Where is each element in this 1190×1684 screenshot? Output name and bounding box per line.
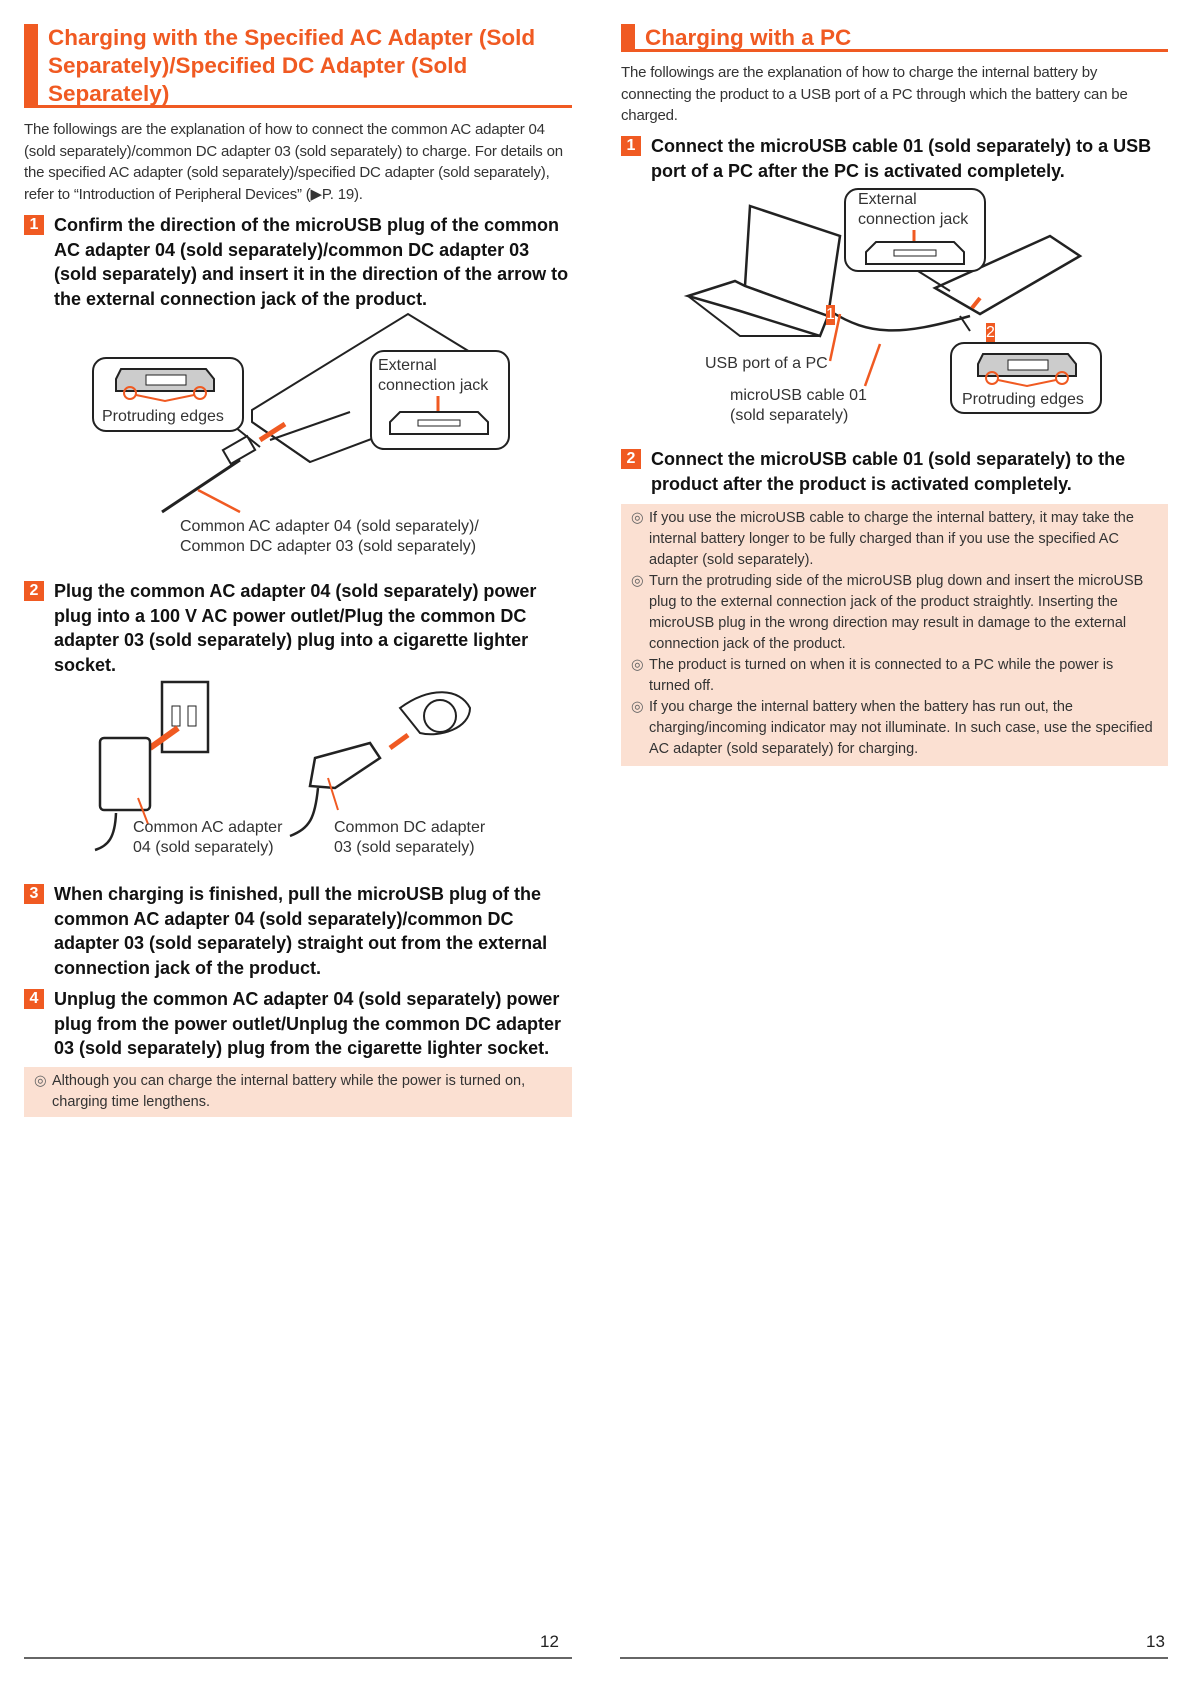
step-number: 1: [24, 215, 44, 235]
step-1: [24, 213, 576, 311]
section-title-ac-adapter: Charging with the Specified AC Adapter (Sold Separately)/Specified DC Adapter (Sold Separately): [24, 24, 572, 108]
intro-text: The followings are the explanation of how to charge the internal battery by connecting the product to a USB port of a PC through which the battery can be charged.: [621, 64, 1128, 124]
marker-2: 2: [986, 324, 995, 341]
jack-label-1: External: [858, 191, 917, 208]
protruding-edges-callout: [92, 357, 244, 432]
step-4: [24, 987, 576, 1061]
step-number: 3: [24, 884, 44, 904]
note-item: [631, 571, 1158, 655]
note-mark: ◎: [631, 699, 644, 715]
step-text: Plug the common AC adapter 04 (sold separately) power plug into a 100 V AC power outlet/Plug the common DC adapter 03 (sold separately) plug into a cigarette lighter socket.: [54, 581, 537, 675]
page-number: 12: [540, 1632, 559, 1651]
note-text: The product is turned on when it is connected to a PC while the power is turned off.: [649, 657, 1114, 694]
jack-icon: [390, 396, 490, 436]
page-number: 13: [1146, 1632, 1165, 1651]
external-jack-callout: [844, 188, 986, 272]
external-jack-callout: [370, 350, 510, 450]
footer-rule: [24, 1657, 572, 1659]
step-number: 2: [621, 449, 641, 469]
step-text: Connect the microUSB cable 01 (sold separately) to the product after the product is activated completely.: [651, 449, 1126, 494]
note-box: [24, 1067, 572, 1117]
protruding-edges-label: Protruding edges: [962, 391, 1084, 408]
note-item: [631, 655, 1158, 697]
notes-box: [621, 504, 1168, 766]
note-mark: ◎: [34, 1073, 47, 1089]
step-text: Unplug the common AC adapter 04 (sold separately) power plug from the power outlet/Unplug the common DC adapter 03 (sold separately) plug from the cigarette lighter socket.: [54, 989, 561, 1058]
cable-label-1: microUSB cable 01: [730, 387, 867, 404]
usb-port-label: USB port of a PC: [705, 355, 828, 372]
step-number: 1: [621, 136, 641, 156]
note-mark: ◎: [631, 573, 644, 589]
step-3: [24, 882, 576, 980]
adapter-label-1: Common AC adapter 04 (sold separately)/: [180, 518, 479, 535]
note-mark: ◎: [631, 510, 644, 526]
step-1: [621, 134, 1176, 183]
dc-adapter-label-2: 03 (sold separately): [334, 839, 475, 856]
protruding-edges-callout: [950, 342, 1102, 414]
note-item: [631, 697, 1158, 760]
section-title-pc: Charging with a PC: [621, 24, 1168, 52]
step-2: [24, 579, 576, 677]
note-text: If you use the microUSB cable to charge the internal battery, it may take the internal battery longer to be fully charged than if you use the specified AC adapter (sold separately).: [649, 510, 1134, 568]
ac-adapter-label-1: Common AC adapter: [133, 819, 283, 836]
figure-insert-plug: [80, 312, 520, 562]
step-text: Confirm the direction of the microUSB plug of the common AC adapter 04 (sold separately)/common DC adapter 03 (sold separately) and insert it in the direction of the arrow to the external connection jack of the product.: [54, 215, 569, 309]
step-2: [621, 447, 1176, 496]
footer-rule: [620, 1657, 1168, 1659]
protruding-edges-label: Protruding edges: [102, 408, 224, 425]
step-text: When charging is finished, pull the microUSB plug of the common AC adapter 04 (sold separately)/common DC adapter 03 (sold separately) straight out from the external connection jack of the product.: [54, 884, 548, 978]
note-text: Although you can charge the internal battery while the power is turned on, charging time lengthens.: [52, 1073, 526, 1110]
adapter-label-2: Common DC adapter 03 (sold separately): [180, 538, 477, 555]
figure-power-outlet: [90, 678, 510, 868]
jack-icon: [866, 230, 966, 270]
note-item: [631, 508, 1158, 571]
marker-1: 1: [826, 306, 835, 323]
jack-label-1: External: [378, 357, 437, 374]
step-number: 2: [24, 581, 44, 601]
intro-text: The followings are the explanation of how to connect the common AC adapter 04 (sold separately)/common DC adapter 03 (sold separately) to charge. For details on the specified AC adapter (sold separately)/specified DC adapter (sold separately), refer to “Introduction of Peripheral Devices” (▶P. 19).: [24, 121, 563, 203]
dc-adapter-label-1: Common DC adapter: [334, 819, 486, 836]
jack-label-2: connection jack: [378, 377, 489, 394]
microusb-plug-icon: [978, 350, 1128, 390]
note-mark: ◎: [631, 657, 644, 673]
step-number: 4: [24, 989, 44, 1009]
note-text: Turn the protruding side of the microUSB plug down and insert the microUSB plug to the external connection jack of the product straightly. Inserting the microUSB plug in the wrong direction may result in damage to the external connection jack of the product.: [649, 573, 1144, 652]
cable-label-2: (sold separately): [730, 407, 849, 424]
jack-label-2: connection jack: [858, 211, 969, 228]
microusb-plug-icon: [116, 365, 266, 405]
step-text: Connect the microUSB cable 01 (sold separately) to a USB port of a PC after the PC is activated completely.: [651, 136, 1152, 181]
ac-adapter-label-2: 04 (sold separately): [133, 839, 274, 856]
note-text: If you charge the internal battery when the battery has run out, the charging/incoming indicator may not illuminate. In such case, use the specified AC adapter (sold separately) for charging.: [649, 699, 1153, 757]
figure-pc-connection: [680, 186, 1120, 431]
